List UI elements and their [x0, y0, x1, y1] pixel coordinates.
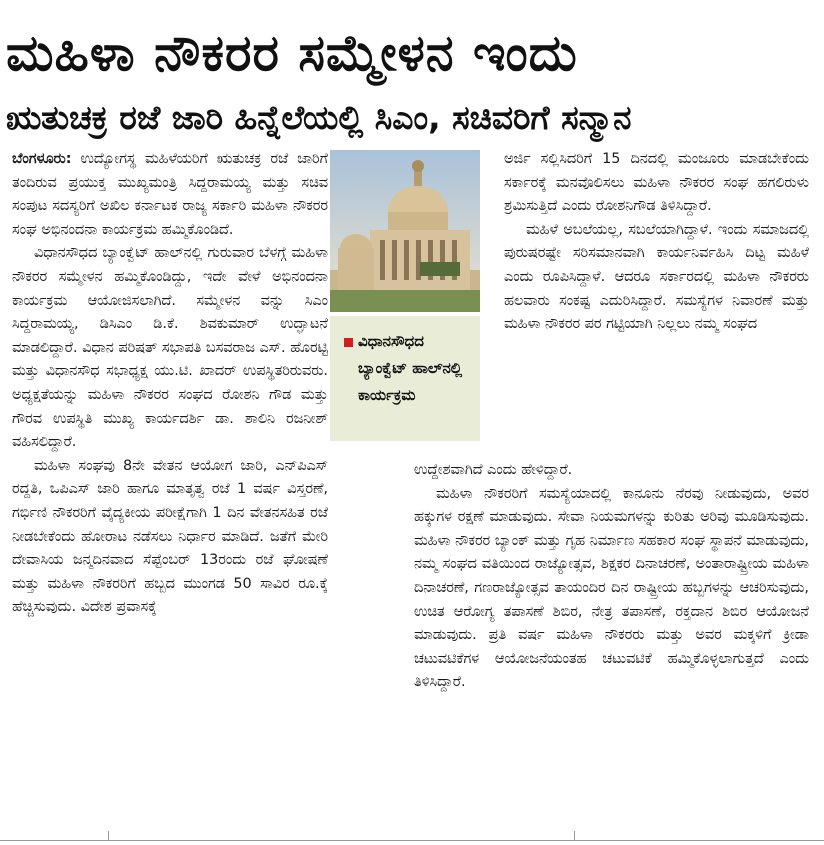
left-column [12, 148, 328, 620]
photo-caption: ವಿಧಾನಸೌಧದ ಬ್ಯಾಂಕ್ವೆಟ್ ಹಾಲ್‌ನಲ್ಲಿ ಕಾರ್ಯಕ್ರಮ [358, 332, 463, 404]
right-paragraph-2-continued: ಉದ್ದೇಶವಾಗಿದೆ ಎಂದು ಹೇಳಿದ್ದಾರೆ. [414, 462, 573, 478]
right-paragraph-1: ಅರ್ಜಿ ಸಲ್ಲಿಸಿದರಿಗೆ 15 ದಿನದಲ್ಲಿ ಮಂಜೂರು ಮಾಡಬೇಕೆಂದು ಸರ್ಕಾರಕ್ಕೆ ಮನವೊಲಿಸಲು ಮಹಿಳಾ ನೌಕರರ ಸಂಘ ಹಗಲಿರುಳು ಶ್ರಮಿಸುತ್ತಿದೆ ಎಂದು ರೋಶನಿಗೌಡ ತಿಳಿಸಿದ್ದಾರೆ. [504, 151, 809, 215]
left-paragraph-1-text: ಉದ್ಯೋಗಸ್ಥ ಮಹಿಳೆಯರಿಗೆ ಋತುಚಕ್ರ ರಜೆ ಜಾರಿಗೆ ತಂದಿರುವ ಪ್ರಯುಕ್ತ ಮುಖ್ಯಮಂತ್ರಿ ಸಿದ್ದರಾಮಯ್ಯ ಮತ್ತು ಸಚಿವ ಸಂಪುಟ ಸದಸ್ಯರಿಗೆ ಅಖಿಲ ಕರ್ನಾಟಕ ರಾಜ್ಯ ಸರ್ಕಾರಿ ಮಹಿಳಾ ನೌಕರರ ಸಂಘ ಅಭಿನಂದನಾ ಕಾರ್ಯಕ್ರಮ ಹಮ್ಮಿಕೊಂಡಿದೆ. [12, 151, 328, 238]
right-paragraph-2: ಮಹಿಳೆ ಅಬಲೆಯಲ್ಲ, ಸಬಲೆಯಾಗಿದ್ದಾಳೆ. ಇಂದು ಸಮಾಜದಲ್ಲಿ ಪುರುಷರಷ್ಟೇ ಸರಿಸಮಾನವಾಗಿ ಕಾರ್ಯನಿರ್ವಹಿಸಿ ದಿಟ್ಟ ಮಹಿಳೆ ಎಂದು ರೂಪಿಸಿದ್ದಾಳೆ. ಆದರೂ ಸರ್ಕಾರದಲ್ಲಿ ಮಹಿಳಾ ನೌಕರರು ಹಲವಾರು ಸಂಕಷ್ಟ ಎದುರಿಸಿದ್ದಾರೆ. ಸಮಸ್ಯೆಗಳ ನಿವಾರಣೆ ಮತ್ತು ಮಹಿಳಾ ನೌಕರರ ಪರ ಗಟ್ಟಿಯಾಗಿ ನಿಲ್ಲಲು ನಮ್ಮ ಸಂಘದ [504, 221, 809, 333]
subheadline: ಋತುಚಕ್ರ ರಜೆ ಜಾರಿ ಹಿನ್ನೆಲೆಯಲ್ಲಿ ಸಿಎಂ, ಸಚಿವರಿಗೆ ಸನ್ಮಾನ [6, 98, 632, 137]
bottom-rule-tick [108, 831, 109, 841]
photo-caption-box [330, 316, 480, 441]
left-paragraph-3: ಮಹಿಳಾ ಸಂಘವು 8ನೇ ವೇತನ ಆಯೋಗ ಜಾರಿ, ಎನ್‌ಪಿಎಸ್ ರದ್ದತಿ, ಒಪಿಎಸ್ ಜಾರಿ ಹಾಗೂ ಮಾತೃತ್ವ ರಜೆ 1 ವರ್ಷ ವಿಸ್ತರಣೆ, ಗರ್ಭಿಣಿ ನೌಕರರಿಗೆ ವೈದ್ಯಕೀಯ ಪರೀಕ್ಷೆಗಾಗಿ 1 ದಿನ ವೇತನಸಹಿತ ರಜೆ ನೀಡಬೇಕೆಂದು ಹೋರಾಟ ನಡೆಸಲು ನಿರ್ಧಾರ ಮಾಡಿದೆ. ಜತೆಗೆ ಮೇರಿ ದೇವಾಸಿಯ ಜನ್ಮದಿನವಾದ ಸೆಪ್ಟೆಂಬರ್ 13ರಂದು ರಜೆ ಘೋಷಣೆ ಮತ್ತು ಮಹಿಳಾ ನೌಕರರಿಗೆ ಹಬ್ಬದ ಮುಂಗಡ 50 ಸಾವಿರ ರೂ.ಕ್ಕೆ ಹೆಚ್ಚಿಸುವುದು. ವಿದೇಶ ಪ್ರವಾಸಕ್ಕೆ [12, 457, 328, 616]
vidhana-soudha-photo [330, 150, 480, 312]
left-paragraph-1 [12, 148, 328, 242]
caption-bullet [344, 338, 353, 347]
headline: ಮಹಿಳಾ ನೌಕರರ ಸಮ್ಮೇಳನ ಇಂದು [6, 24, 578, 82]
bottom-rule-tick [574, 831, 575, 841]
dateline: ಬೆಂಗಳೂರು: [12, 151, 72, 167]
right-column-top [504, 148, 809, 337]
bottom-rule [0, 840, 824, 841]
right-paragraph-3: ಮಹಿಳಾ ನೌಕರರಿಗೆ ಸಮಸ್ಯೆಯಾದಲ್ಲಿ ಕಾನೂನು ನೆರವು ನೀಡುವುದು, ಅವರ ಹಕ್ಕುಗಳ ರಕ್ಷಣೆ ಮಾಡುವುದು. ಸೇವಾ ನಿಯಮಗಳನ್ನು ಕುರಿತು ಅರಿವು ಮೂಡಿಸುವುದು. ಮಹಿಳಾ ನೌಕರರ ಬ್ಯಾಂಕ್ ಮತ್ತು ಗೃಹ ನಿರ್ಮಾಣ ಸಹಕಾರ ಸಂಘ ಸ್ಥಾಪನೆ ಮಾಡುವುದು, ನಮ್ಮ ಸಂಘದ ವತಿಯಿಂದ ರಾಜ್ಯೋತ್ಸವ, ಶಿಕ್ಷಕರ ದಿನಾಚರಣೆ, ಅಂತಾರಾಷ್ಟ್ರೀಯ ಮಹಿಳಾ ದಿನಾಚರಣೆ, ಗಣರಾಜ್ಯೋತ್ಸವ ತಾಯಂದಿರ ದಿನ ರಾಷ್ಟ್ರೀಯ ಹಬ್ಬಗಳನ್ನು ಆಚರಿಸುವುದು, ಉಚಿತ ಆರೋಗ್ಯ ತಪಾಸಣೆ ಶಿಬಿರ, ನೇತ್ರ ತಪಾಸಣೆ, ರಕ್ತದಾನ ಶಿಬಿರ ಆಯೋಜನೆ ಮಾಡುವುದು. ಪ್ರತಿ ವರ್ಷ ಮಹಿಳಾ ನೌಕರರು ಮತ್ತು ಅವರ ಮಕ್ಕಳಿಗೆ ಕ್ರೀಡಾ ಚಟುವಟಿಕೆಗಳ ಆಯೋಜನೆಯಂತಹ ಚಟುವಟಿಕೆ ಹಮ್ಮಿಕೊಳ್ಳಲಾಗುತ್ತದೆ ಎಂದು ತಿಳಿಸಿದ್ದಾರೆ. [414, 485, 809, 691]
vidhana-soudha-building-icon [330, 150, 480, 312]
left-paragraph-2: ವಿಧಾನಸೌಧದ ಬ್ಯಾಂಕ್ವೆಟ್ ಹಾಲ್‌ನಲ್ಲಿ ಗುರುವಾರ ಬೆಳಗ್ಗೆ ಮಹಿಳಾ ನೌಕರರ ಸಮ್ಮೇಳನ ಹಮ್ಮಿಕೊಂಡಿದ್ದು, ಇದೇ ವೇಳೆ ಅಭಿನಂದನಾ ಕಾರ್ಯಕ್ರಮ ಆಯೋಜಿಸಲಾಗಿದೆ. ಸಮ್ಮೇಳನ ವನ್ನು ಸಿಎಂ ಸಿದ್ದರಾಮಯ್ಯ, ಡಿಸಿಎಂ ಡಿ.ಕೆ. ಶಿವಕುಮಾರ್ ಉದ್ಘಾಟನೆ ಮಾಡಲಿದ್ದಾರೆ. ವಿಧಾನ ಪರಿಷತ್ ಸಭಾಪತಿ ಬಸವರಾಜ ಎಸ್. ಹೊರಟ್ಟಿ ಮತ್ತು ವಿಧಾನಸೌಧ ಸಭಾಧ್ಯಕ್ಷ ಯು.ಟಿ. ಖಾದರ್ ಉಪಸ್ಥಿತರಿರುವರು. ಅಧ್ಯಕ್ಷತೆಯನ್ನು ಮಹಿಳಾ ನೌಕರರ ಸಂಘದ ರೋಶನಿ ಗೌಡ ಮತ್ತು ಗೌರವ ಉಪಸ್ಥಿತಿ ಮುಖ್ಯ ಕಾರ್ಯದರ್ಶಿ ಡಾ. ಶಾಲಿನಿ ರಜನೀಶ್ ವಹಿಸಲಿದ್ದಾರೆ. [12, 245, 328, 451]
right-column-wide [414, 459, 809, 695]
